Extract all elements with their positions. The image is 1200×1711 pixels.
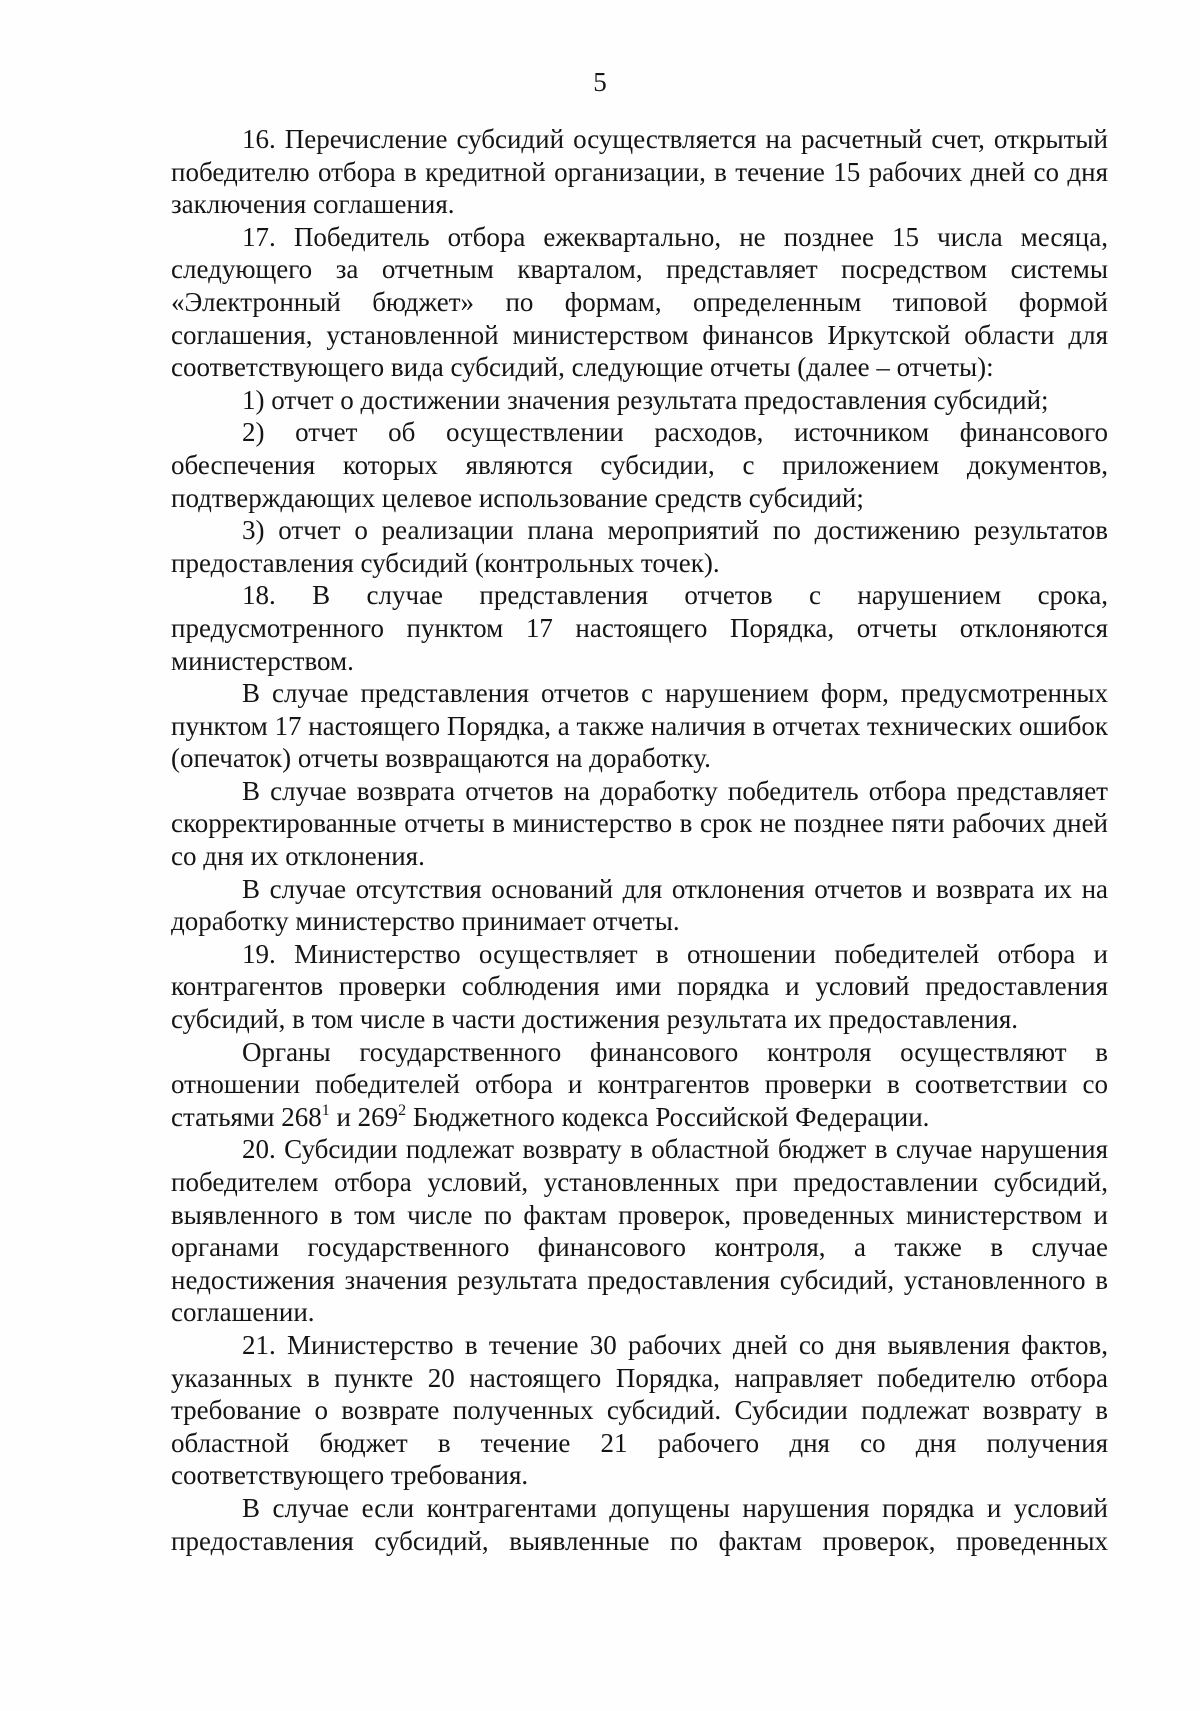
page-number: 5 bbox=[593, 67, 607, 97]
document-body bbox=[171, 123, 1108, 1557]
paragraph-18-forms: В случае представления отчетов с нарушением форм, предусмотренных пунктом 17 настоящего Порядка, а также наличия в отчетах технических ошибок (опечаток) отчеты возвращаются на доработку. bbox=[171, 678, 1108, 774]
paragraph-17-item-3: 3) отчет о реализации плана мероприятий по достижению результатов предоставления субсидий (контрольных точек). bbox=[171, 515, 1108, 578]
paragraph-17: 17. Победитель отбора ежеквартально, не позднее 15 числа месяца, следующего за отчетным кварталом, представляет посредством системы «Электронный бюджет» по формам, определенным типовой формой соглашения, установленной министерством финансов Иркутской области для соответствующего вида субсидий, следующие отчеты (далее – отчеты): bbox=[171, 221, 1108, 383]
paragraph-19-control bbox=[171, 1036, 1108, 1134]
paragraph-19-control-text-2: и 269 bbox=[329, 1101, 399, 1132]
paragraph-20: 20. Субсидии подлежат возврату в областной бюджет в случае нарушения победителем отбора условий, установленных при предоставлении субсидий, выявленного в том числе по фактам проверок, проведенных министерством и органами государственного финансового контроля, а также в случае недостижения значения результата предоставления субсидий, установленного в соглашении. bbox=[171, 1134, 1108, 1328]
paragraph-18-return: В случае возврата отчетов на доработку победитель отбора представляет скорректированные отчеты в министерство в срок не позднее пяти рабочих дней со дня их отклонения. bbox=[171, 775, 1108, 872]
superscript-2: 2 bbox=[398, 1101, 407, 1119]
superscript-1: 1 bbox=[321, 1101, 330, 1119]
paragraph-17-item-1: 1) отчет о достижении значения результата предоставления субсидий; bbox=[242, 384, 1049, 415]
paragraph-19-control-text-3: Бюджетного кодекса Российской Федерации. bbox=[406, 1101, 930, 1132]
paragraph-17-item-2: 2) отчет об осуществлении расходов, источником финансового обеспечения которых являются субсидии, с приложением документов, подтверждающих целевое использование средств субсидий; bbox=[171, 417, 1108, 513]
paragraph-19: 19. Министерство осуществляет в отношении победителей отбора и контрагентов проверки соблюдения ими порядка и условий предоставления субсидий, в том числе в части достижения результата их предоставления. bbox=[171, 938, 1108, 1035]
paragraph-21-contractors: В случае если контрагентами допущены нарушения порядка и условий предоставления субсидий, выявленные по фактам проверок, проведенных bbox=[171, 1492, 1108, 1556]
paragraph-18-accept: В случае отсутствия оснований для отклонения отчетов и возврата их на доработку министерство принимает отчеты. bbox=[171, 873, 1108, 937]
paragraph-16: 16. Перечисление субсидий осуществляется на расчетный счет, открытый победителю отбора в кредитной организации, в течение 15 рабочих дней со дня заключения соглашения. bbox=[171, 124, 1108, 220]
paragraph-19-control-text-1: Органы государственного финансового контроля осуществляют в отношении победителей отбора и контрагентов проверки в соответствии со статьями 268 bbox=[171, 1036, 1108, 1132]
paragraph-21: 21. Министерство в течение 30 рабочих дней со дня выявления фактов, указанных в пункте 20 настоящего Порядка, направляет победителю отбора требование о возврате полученных субсидий. Субсидии подлежат возврату в областной бюджет в течение 21 рабочего дня со дня получения соответствующего требования. bbox=[171, 1329, 1108, 1491]
paragraph-18: 18. В случае представления отчетов с нарушением срока, предусмотренного пунктом 17 настоящего Порядка, отчеты отклоняются министерством. bbox=[171, 580, 1108, 676]
